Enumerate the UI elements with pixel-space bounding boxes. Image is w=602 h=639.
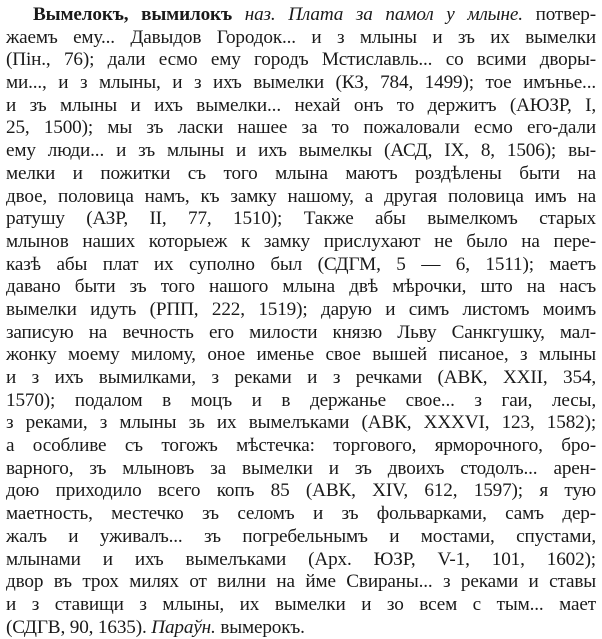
entry-text: казѣ абы плат их суполно был (СДГМ, 5 — 6, 1511); маетъ: [6, 253, 596, 275]
entry-text: а особливе съ тогожъ мѣстечка: торгового, ярморочного, бро-: [6, 435, 596, 457]
entry-text: жаемъ ему... Давыдов Городок... и з млыны и зъ их вымелки: [6, 26, 596, 48]
entry-text: и з ихъ вымилками, з реками и з речками (АВК, XXII, 354,: [6, 367, 596, 388]
entry-line: [6, 231, 596, 254]
entry-text: ратушу (АЗР, II, 77, 1510); Также абы вымелкомъ старых: [6, 208, 596, 230]
entry-line: [6, 480, 596, 503]
entry-line: [6, 186, 596, 209]
entry-text: з реками, з млыны зь их вымелъками (АВК, XXXVI, 123, 1582);: [6, 412, 596, 434]
entry-line: [6, 95, 596, 118]
entry-text: жонку моему милому, оное именье свое вышей писаное, з млыны: [6, 344, 596, 366]
entry-line: [6, 503, 596, 526]
entry-line: [6, 140, 596, 163]
entry-text: млынов наших которыеж к замку прислухают не было на пере-: [6, 230, 596, 252]
entry-line: [6, 276, 596, 299]
entry-line: [6, 163, 596, 186]
entry-line: [6, 390, 596, 413]
entry-text: ему люди... и зъ млыны и ихъ вымелкы (АСД, IX, 8, 1506); вы-: [6, 140, 596, 162]
entry-line: [6, 458, 596, 481]
entry-line: [6, 412, 596, 435]
entry-text: (Пін., 76); дали есмо ему городъ Мстиславль... со всими дворы-: [6, 49, 596, 71]
entry-text: маетность, местечко зъ селомъ и зъ фольварками, самъ дер-: [6, 503, 596, 525]
entry-text: вымерокъ.: [215, 616, 305, 638]
entry-text: давано быти зъ того нашого млына двѣ мѣрочки, што на насъ: [6, 276, 596, 298]
entry-text: млынами и ихъ вымелъками (Арх. ЮЗР, V-1, 101, 1602);: [6, 548, 596, 570]
entry-text: вымелки идуть (РПП, 222, 1519); дарую и симъ листомъ моимъ: [6, 298, 596, 320]
italic-gloss: наз. Плата за памол у млыне.: [244, 4, 523, 25]
entry-line: [6, 49, 596, 72]
entry-line: [6, 435, 596, 458]
entry-text: 25, 1500); мы зъ ласки нашее за то пожаловали есмо его-дали: [6, 117, 596, 139]
entry-text: (СДГВ, 90, 1635).: [6, 616, 152, 638]
entry-line: [6, 72, 596, 95]
entry-line: [6, 526, 596, 549]
headword: Вымелокъ, вымилокъ: [33, 4, 232, 25]
entry-text: записую на вечность его милости князю Льву Санкгушку, мал-: [6, 321, 596, 343]
entry-line: [6, 344, 596, 367]
entry-text: варного, зъ млыновъ за вымелки и зъ двоихъ стодолъ... арен-: [6, 457, 596, 479]
dictionary-entry: [6, 4, 596, 639]
entry-line: [6, 549, 596, 572]
entry-line: [6, 4, 596, 27]
entry-text: 1570); подалом в моцъ и в держанье свое... з гаи, лесы,: [6, 389, 596, 411]
entry-text: двор въ трох милях от вилни на йме Свираны... з реками и ставы: [6, 571, 596, 593]
entry-text: и з ставищи з млыны, их вымелки и зо всем с тым... мает: [6, 593, 596, 615]
entry-line: [6, 571, 596, 594]
entry-text: мелки и пожитки съ того млына маютъ роздѣлены быти на: [6, 162, 596, 184]
entry-line: [6, 322, 596, 345]
entry-line: [6, 254, 596, 277]
entry-text: ми..., и з млыны, и з ихъ вымелки (КЗ, 784, 1499); тое имънье...: [6, 72, 596, 94]
entry-text: жалъ и уживалъ... зъ погребельнымъ и мостами, спустами,: [6, 525, 596, 547]
entry-line: [6, 367, 596, 390]
italic-gloss: Параўн.: [151, 616, 216, 638]
entry-text: двое, половица намъ, къ замку нашому, а другая половица имъ на: [6, 185, 596, 207]
entry-line: [6, 617, 596, 639]
entry-line: [6, 594, 596, 617]
entry-text: потвер-: [522, 4, 596, 25]
entry-line: [6, 208, 596, 231]
entry-line: [6, 299, 596, 322]
entry-line: [6, 27, 596, 50]
entry-text: [232, 4, 245, 25]
entry-line: [6, 117, 596, 140]
entry-text: и зъ млыны и ихъ вымелки... нехай онъ то держитъ (АЮЗР, I,: [6, 94, 596, 116]
entry-text: дою приходило всего копъ 85 (АВК, XIV, 612, 1597); я тую: [6, 480, 596, 502]
